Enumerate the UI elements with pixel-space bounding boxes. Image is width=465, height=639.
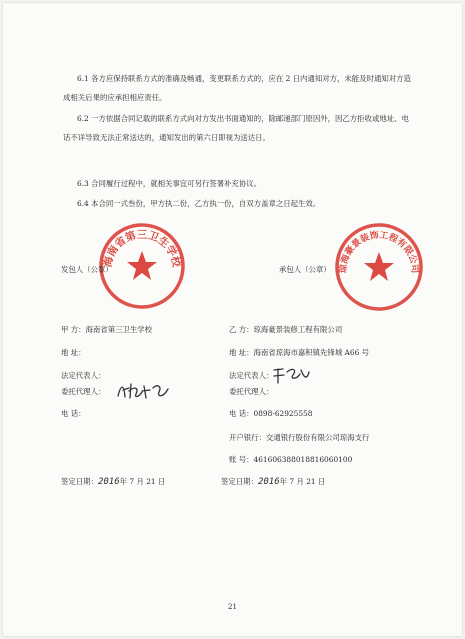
party-a-date-label: 签定日期： (61, 477, 98, 486)
party-b-legal-rep: 法定代表人： (229, 371, 274, 380)
party-b-date-rest: 年 7 月 21 日 (279, 477, 326, 486)
party-a-seal-label: 发包人（公章） (61, 265, 113, 274)
party-a-name: 甲 方：海南省第三卫生学校 (61, 325, 153, 334)
party-b-date-label: 签定日期： (221, 477, 258, 486)
clause-6-3: 6.3 合同履行过程中，就相关事宜可另行签署补充协议。 (77, 179, 262, 188)
party-b-seal-text: 琼海豪景装饰工程有限公司 (338, 230, 420, 274)
party-b-agent: 委托代理人： (229, 387, 274, 396)
party-a-agent: 委托代理人： (61, 387, 106, 396)
party-b-seal (333, 221, 425, 313)
party-a-date-rest: 年 7 月 21 日 (119, 477, 166, 486)
party-b-date-year: 2016 (257, 477, 280, 487)
party-b-phone: 电 话：0898-62925558 (229, 409, 313, 418)
clause-6-2: 6.2 一方依据合同记载的联系方式向对方发出书面通知的，除邮递部门原因外，因乙方拒收或地址、电话不详导致无法正常送达的，通知发出的第六日即视为送达日。 (63, 114, 409, 142)
contract-page (3, 3, 462, 636)
star-icon (364, 252, 394, 281)
party-a-signature (115, 380, 171, 402)
party-b-bank: 开户银行：交通银行股份有限公司琼海支行 (229, 433, 370, 442)
party-a-address: 地 址： (61, 348, 86, 357)
party-a-legal-rep: 法定代表人： (61, 371, 106, 380)
clause-6-4: 6.4 本合同一式叁份，甲方执二份，乙方执一份，自双方盖章之日起生效。 (77, 199, 321, 208)
page-number: 21 (228, 603, 237, 611)
party-b-address: 地 址：海南省琼海市嘉积镇先锋城 A66 号 (229, 348, 370, 357)
party-a-date (61, 477, 165, 487)
party-a-phone: 电 话： (61, 409, 86, 418)
star-icon (127, 251, 157, 280)
party-a-date-year: 2016 (97, 477, 120, 487)
party-a-seal-text: 海南省第三卫生学校 (101, 229, 183, 269)
party-b-signature (271, 364, 311, 386)
party-b-account: 账 号：461606388018816060100 (229, 455, 353, 464)
clause-6-1: 6.1 各方应保持联系方式的准确及畅通，变更联系方式的，应在 2 日内通知对方，未能及时通知对方造成相关后果的应承担相应责任。 (63, 74, 411, 102)
party-b-seal-label: 承包人（公章） (279, 265, 331, 274)
party-b-name: 乙 方：琼海豪景装修工程有限公司 (229, 325, 343, 334)
party-b-date (221, 477, 325, 487)
